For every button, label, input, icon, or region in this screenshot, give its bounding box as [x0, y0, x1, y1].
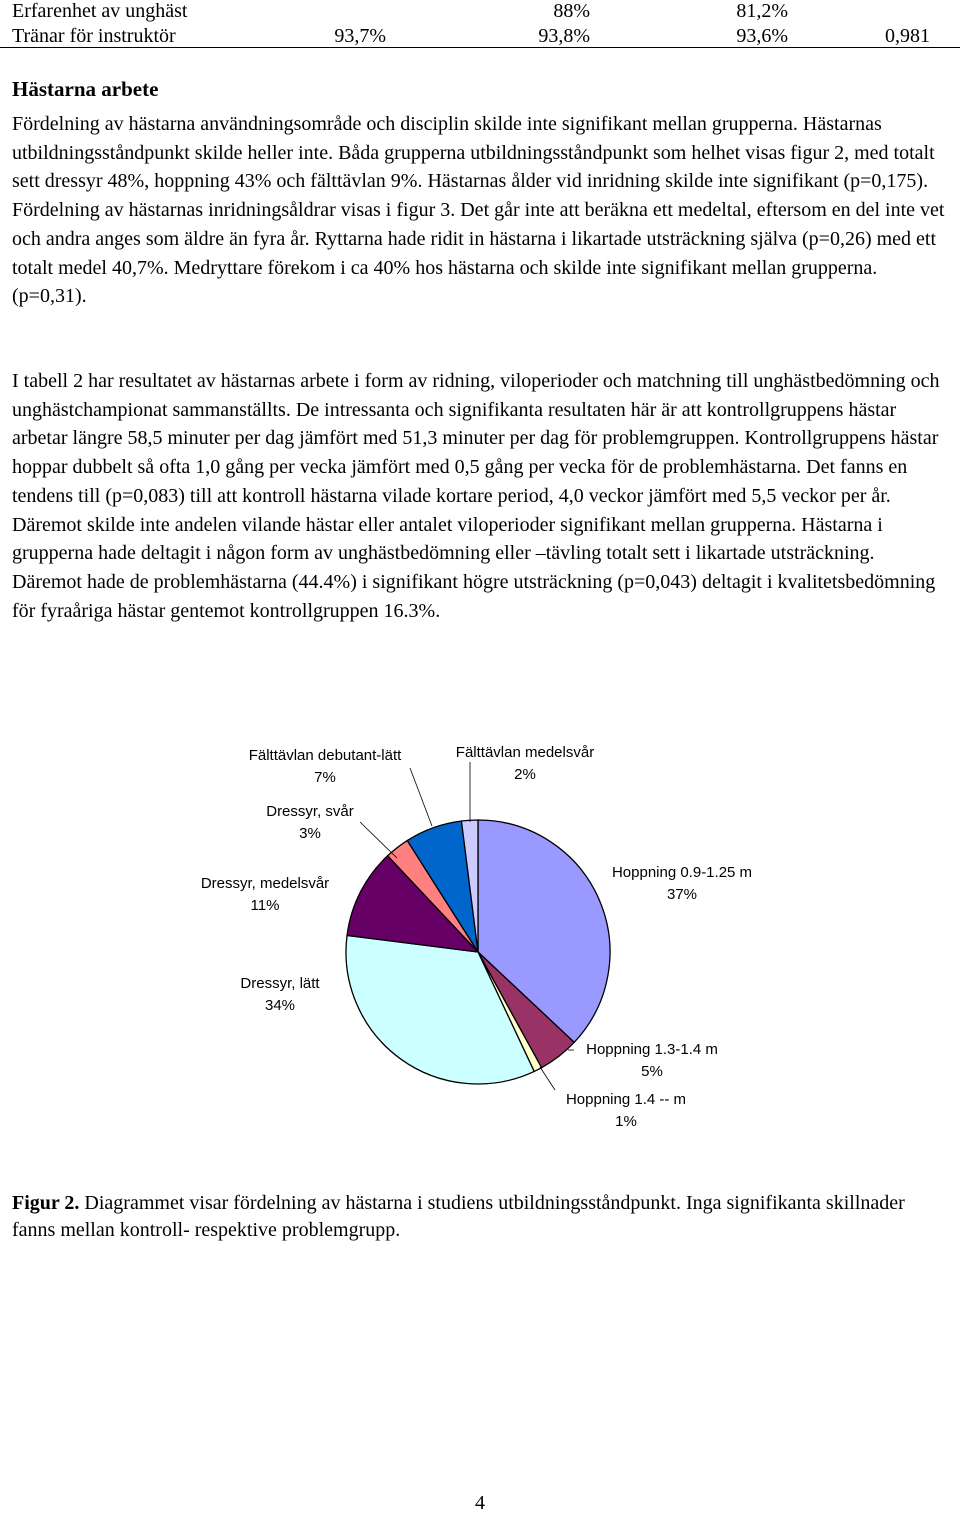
table-row [0, 25, 960, 48]
slice-value-label: 11% [250, 897, 280, 914]
slice-value-label: 3% [299, 825, 321, 842]
table-cell: 93,8% [538, 25, 590, 47]
slice-name-label: Fälttävlan debutant-lätt [248, 747, 402, 764]
slice-name-label: Dressyr, lätt [240, 975, 320, 992]
leader-line [410, 768, 432, 826]
table-cell: 81,2% [736, 0, 788, 22]
slice-value-label: 34% [264, 997, 296, 1014]
pie-chart [0, 720, 960, 1150]
leader-line [540, 1067, 555, 1090]
figure-caption-text: Diagrammet visar fördelning av hästarna i studiens utbildningsståndpunkt. Inga signifikanta skillnader fanns mellan kontroll- respektive problemgrupp. [12, 1192, 905, 1241]
table-row [0, 0, 960, 24]
slice-name-label: Dressyr, svår [266, 803, 354, 820]
figure-caption-label: Figur 2. [12, 1192, 80, 1214]
slice-name-label: Hoppning 0.9-1.25 m [611, 864, 753, 881]
leader-line [360, 822, 397, 858]
body-paragraph: Fördelning av hästarna användningsområde och disciplin skilde inte signifikant mellan grupperna. Hästarnas utbildningsståndpunkt skilde heller inte. Båda grupperna utbildningsståndpunkt som helhet visas figur 2, med totalt sett dressyr 48%, hoppning 43% och fälttävlan 9%. Hästarnas ålder vid inridning skilde inte signifikant (p=0,175). Fördelning av hästarnas inridningsåldrar visas i figur 3. Det går inte att beräkna ett medeltal, eftersom en del inte vet och andra anges som äldre än fyra år. Ryttarna hade ridit in hästarna i likartade utsträckning själva (p=0,26) med ett totalt medel 40,7%. Medryttare förekom i ca 40% hos hästarna och skilde inte signifikant mellan grupperna. (p=0,31). [12, 113, 945, 308]
table-cell: 88% [553, 0, 590, 22]
slice-name-label: Dressyr, medelsvår [200, 875, 330, 892]
slice-value-label: 1% [615, 1113, 637, 1130]
pie-chart-svg [0, 720, 960, 1150]
table-cell: 93,7% [334, 25, 386, 47]
body-paragraph: I tabell 2 har resultatet av hästarnas arbete i form av ridning, viloperioder och matchning till unghästbedömning och unghästchampionat sammanställts. De intressanta och signifikanta resultaten här är att kontrollgruppens hästar arbetar längre 58,5 minuter per dag jämfört med 51,3 minuter per dag för problemgruppen. Kontrollgruppens hästar hoppar dubbelt så ofta 1,0 gång per vecka jämfört med 0,5 gång per vecka för de problemhästarna. Det fanns en tendens till (p=0,083) till att kontroll hästarna vilade kortare period, 4,0 veckor jämfört med 5,5 veckor per år. Däremot skilde inte andelen vilande hästar eller antalet viloperioder signifikant mellan grupperna. Hästarna i grupperna hade deltagit i någon form av unghästbedömning eller –tävling totalt sett i likartade utsträckning. Däremot hade de problemhästarna (44.4%) i signifikant högre utsträckning (p=0,043) deltagit i kvalitetsbedömning för fyraåriga hästar gentemot kontrollgruppen 16.3%. [12, 370, 940, 622]
slice-name-label: Hoppning 1.3-1.4 m [586, 1041, 718, 1058]
figure-caption [12, 1190, 948, 1244]
slice-value-label: 2% [514, 766, 536, 783]
table-cell: 0,981 [885, 25, 930, 47]
slice-value-label: 5% [641, 1063, 663, 1080]
slice-value-label: 7% [314, 769, 336, 786]
section-heading: Hästarna arbete [12, 77, 159, 101]
slice-name-label: Fälttävlan medelsvår [455, 744, 595, 761]
slice-name-label: Hoppning 1.4 -- m [565, 1091, 687, 1108]
table-cell: 93,6% [736, 25, 788, 47]
table-cell-label: Tränar för instruktör [12, 25, 176, 47]
table-cell-label: Erfarenhet av unghäst [12, 0, 188, 22]
page-number: 4 [475, 1492, 485, 1514]
slice-value-label: 37% [666, 886, 698, 903]
